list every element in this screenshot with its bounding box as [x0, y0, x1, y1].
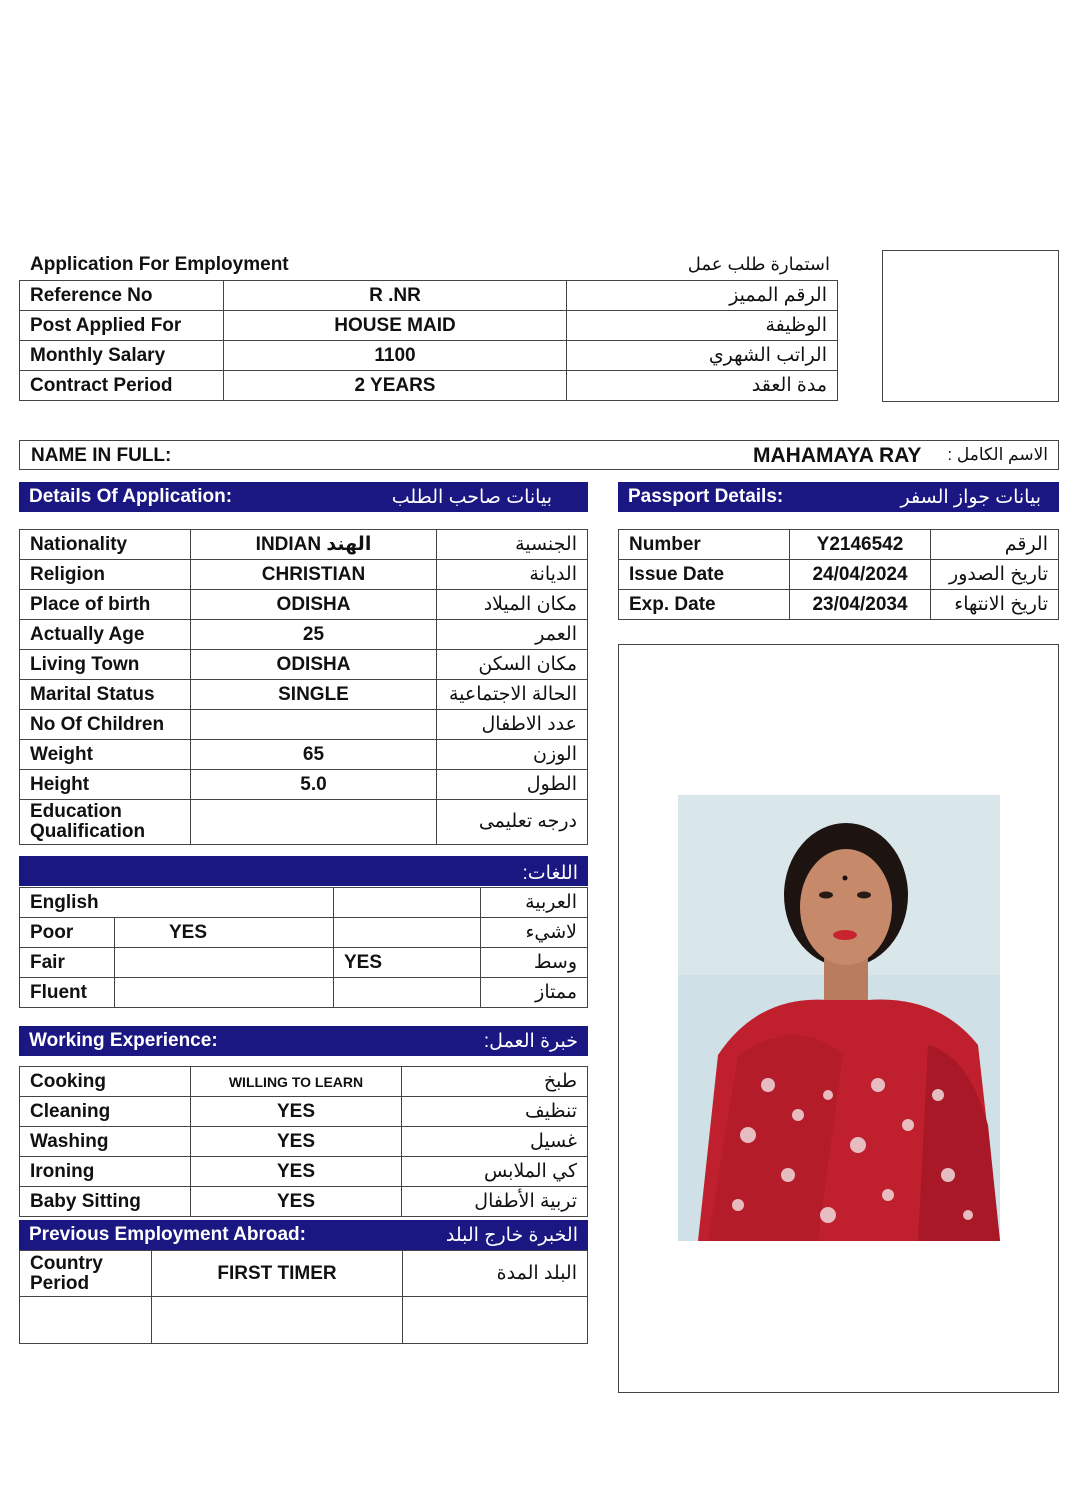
cooking-label: Cooking	[20, 1067, 191, 1097]
experience-table	[19, 1066, 588, 1217]
experience-header	[19, 1026, 588, 1056]
salary-value: 1100	[224, 341, 567, 371]
applicant-photo	[678, 795, 1000, 1241]
living-town-value: ODISHA	[191, 650, 437, 680]
birthplace-label-ar: مكان الميلاد	[437, 590, 588, 620]
table-row	[20, 770, 588, 800]
lang-fluent-english	[115, 978, 334, 1008]
empty-cell	[152, 1297, 403, 1344]
full-name: MAHAMAYA RAY	[753, 444, 922, 467]
previous-table	[19, 1250, 588, 1344]
contract-label-ar: مدة العقد	[567, 371, 838, 401]
table-row	[20, 1297, 588, 1344]
education-label: Education Qualification	[20, 800, 191, 845]
age-label-ar: العمر	[437, 620, 588, 650]
reference-label: Reference No	[20, 281, 224, 311]
children-value	[191, 710, 437, 740]
contract-value: 2 YEARS	[224, 371, 567, 401]
table-row	[20, 281, 838, 311]
weight-label: Weight	[20, 740, 191, 770]
exp-date-value: 23/04/2034	[790, 590, 931, 620]
previous-header-ar: الخبرة خارج البلد	[445, 1225, 578, 1246]
post-label-ar: الوظيفة	[567, 311, 838, 341]
table-row	[20, 1187, 588, 1217]
exp-date-label: Exp. Date	[619, 590, 790, 620]
table-row	[20, 1127, 588, 1157]
previous-header	[19, 1220, 588, 1250]
weight-value: 65	[191, 740, 437, 770]
lang-fluent-arabic	[334, 978, 481, 1008]
details-table	[19, 529, 588, 845]
cooking-value: WILLING TO LEARN	[191, 1067, 402, 1097]
country-period-label-ar: البلد المدة	[403, 1251, 588, 1297]
lang-arabic-empty	[334, 888, 481, 918]
religion-label-ar: الديانة	[437, 560, 588, 590]
table-row	[20, 918, 588, 948]
lang-fair-label-ar: وسط	[481, 948, 588, 978]
reference-value: R .NR	[224, 281, 567, 311]
education-label-ar: درجه تعليمى	[437, 800, 588, 845]
applicant-photo-illustration	[678, 795, 1000, 1241]
table-row	[20, 978, 588, 1008]
languages-table	[19, 887, 588, 1008]
passport-header-ar: بيانات جواز السفر	[900, 487, 1041, 508]
passport-number-label: Number	[619, 530, 790, 560]
table-row	[20, 590, 588, 620]
salary-label-ar: الراتب الشهري	[567, 341, 838, 371]
living-town-label-ar: مكان السكن	[437, 650, 588, 680]
passport-number-value: Y2146542	[790, 530, 931, 560]
post-value: HOUSE MAID	[224, 311, 567, 341]
table-row	[20, 680, 588, 710]
cleaning-label-ar: تنظيف	[402, 1097, 588, 1127]
table-row	[20, 1157, 588, 1187]
lang-fair-arabic: YES	[334, 948, 481, 978]
height-label: Height	[20, 770, 191, 800]
lang-fair-english	[115, 948, 334, 978]
reference-label-ar: الرقم المميز	[567, 281, 838, 311]
post-label: Post Applied For	[20, 311, 224, 341]
lang-english-header: English	[20, 888, 334, 918]
lang-fluent-label-ar: ممتاز	[481, 978, 588, 1008]
table-row	[20, 888, 588, 918]
table-row	[20, 371, 838, 401]
lang-fluent-label: Fluent	[20, 978, 115, 1008]
passport-table	[618, 529, 1059, 620]
washing-label: Washing	[20, 1127, 191, 1157]
living-town-label: Living Town	[20, 650, 191, 680]
issue-date-value: 24/04/2024	[790, 560, 931, 590]
marital-value: SINGLE	[191, 680, 437, 710]
table-row	[20, 650, 588, 680]
nationality-label-ar: الجنسية	[437, 530, 588, 560]
details-header-ar: بيانات صاحب الطلب	[391, 487, 552, 508]
education-value	[191, 800, 437, 845]
table-row	[20, 948, 588, 978]
table-row	[20, 560, 588, 590]
passport-header-en: Passport Details:	[628, 486, 784, 507]
lang-arabic-header: العربية	[481, 888, 588, 918]
cleaning-value: YES	[191, 1097, 402, 1127]
form-title-ar: استمارة طلب عمل	[687, 254, 830, 274]
nationality-value: INDIAN الهند	[191, 530, 437, 560]
birthplace-label: Place of birth	[20, 590, 191, 620]
previous-header-en: Previous Employment Abroad:	[29, 1224, 306, 1245]
form-title-en: Application For Employment	[30, 254, 289, 275]
weight-label-ar: الوزن	[437, 740, 588, 770]
name-label: NAME IN FULL:	[31, 445, 172, 466]
cooking-label-ar: طبخ	[402, 1067, 588, 1097]
ironing-label: Ironing	[20, 1157, 191, 1187]
name-row	[19, 440, 1059, 470]
table-row	[20, 341, 838, 371]
passport-number-label-ar: الرقم	[931, 530, 1059, 560]
table-row	[20, 710, 588, 740]
baby-sitting-label-ar: تربية الأطفال	[402, 1187, 588, 1217]
table-row	[619, 530, 1059, 560]
height-value: 5.0	[191, 770, 437, 800]
table-row	[20, 1067, 588, 1097]
stamp-box	[882, 250, 1059, 402]
issue-date-label: Issue Date	[619, 560, 790, 590]
ironing-label-ar: كي الملابس	[402, 1157, 588, 1187]
top-table	[19, 280, 838, 401]
contract-label: Contract Period	[20, 371, 224, 401]
languages-header	[19, 856, 588, 886]
languages-header-ar: اللغات:	[522, 863, 578, 884]
table-row	[20, 800, 588, 845]
details-header	[19, 482, 588, 512]
birthplace-value: ODISHA	[191, 590, 437, 620]
experience-header-en: Working Experience:	[29, 1030, 218, 1051]
empty-cell	[403, 1297, 588, 1344]
nationality-label: Nationality	[20, 530, 191, 560]
experience-header-ar: خبرة العمل:	[483, 1031, 578, 1052]
lang-poor-english: YES	[115, 918, 334, 948]
table-row	[20, 740, 588, 770]
issue-date-label-ar: تاريخ الصدور	[931, 560, 1059, 590]
lang-poor-label-ar: لاشيء	[481, 918, 588, 948]
children-label-ar: عدد الاطفال	[437, 710, 588, 740]
passport-header	[618, 482, 1059, 512]
lang-poor-arabic	[334, 918, 481, 948]
height-label-ar: الطول	[437, 770, 588, 800]
washing-label-ar: غسيل	[402, 1127, 588, 1157]
children-label: No Of Children	[20, 710, 191, 740]
cleaning-label: Cleaning	[20, 1097, 191, 1127]
age-value: 25	[191, 620, 437, 650]
empty-cell	[20, 1297, 152, 1344]
details-header-en: Details Of Application:	[29, 486, 233, 507]
table-row	[619, 590, 1059, 620]
name-label-ar: الاسم الكامل :	[947, 445, 1048, 464]
lang-fair-label: Fair	[20, 948, 115, 978]
table-row	[20, 1251, 588, 1297]
table-row	[619, 560, 1059, 590]
table-row	[20, 1097, 588, 1127]
lang-poor-label: Poor	[20, 918, 115, 948]
baby-sitting-value: YES	[191, 1187, 402, 1217]
ironing-value: YES	[191, 1157, 402, 1187]
table-row	[20, 311, 838, 341]
table-row	[20, 620, 588, 650]
salary-label: Monthly Salary	[20, 341, 224, 371]
religion-value: CHRISTIAN	[191, 560, 437, 590]
country-period-label: Country Period	[20, 1251, 152, 1297]
age-label: Actually Age	[20, 620, 191, 650]
religion-label: Religion	[20, 560, 191, 590]
marital-label: Marital Status	[20, 680, 191, 710]
table-row	[20, 530, 588, 560]
country-period-value: FIRST TIMER	[152, 1251, 403, 1297]
washing-value: YES	[191, 1127, 402, 1157]
marital-label-ar: الحالة الاجتماعية	[437, 680, 588, 710]
baby-sitting-label: Baby Sitting	[20, 1187, 191, 1217]
exp-date-label-ar: تاريخ الانتهاء	[931, 590, 1059, 620]
